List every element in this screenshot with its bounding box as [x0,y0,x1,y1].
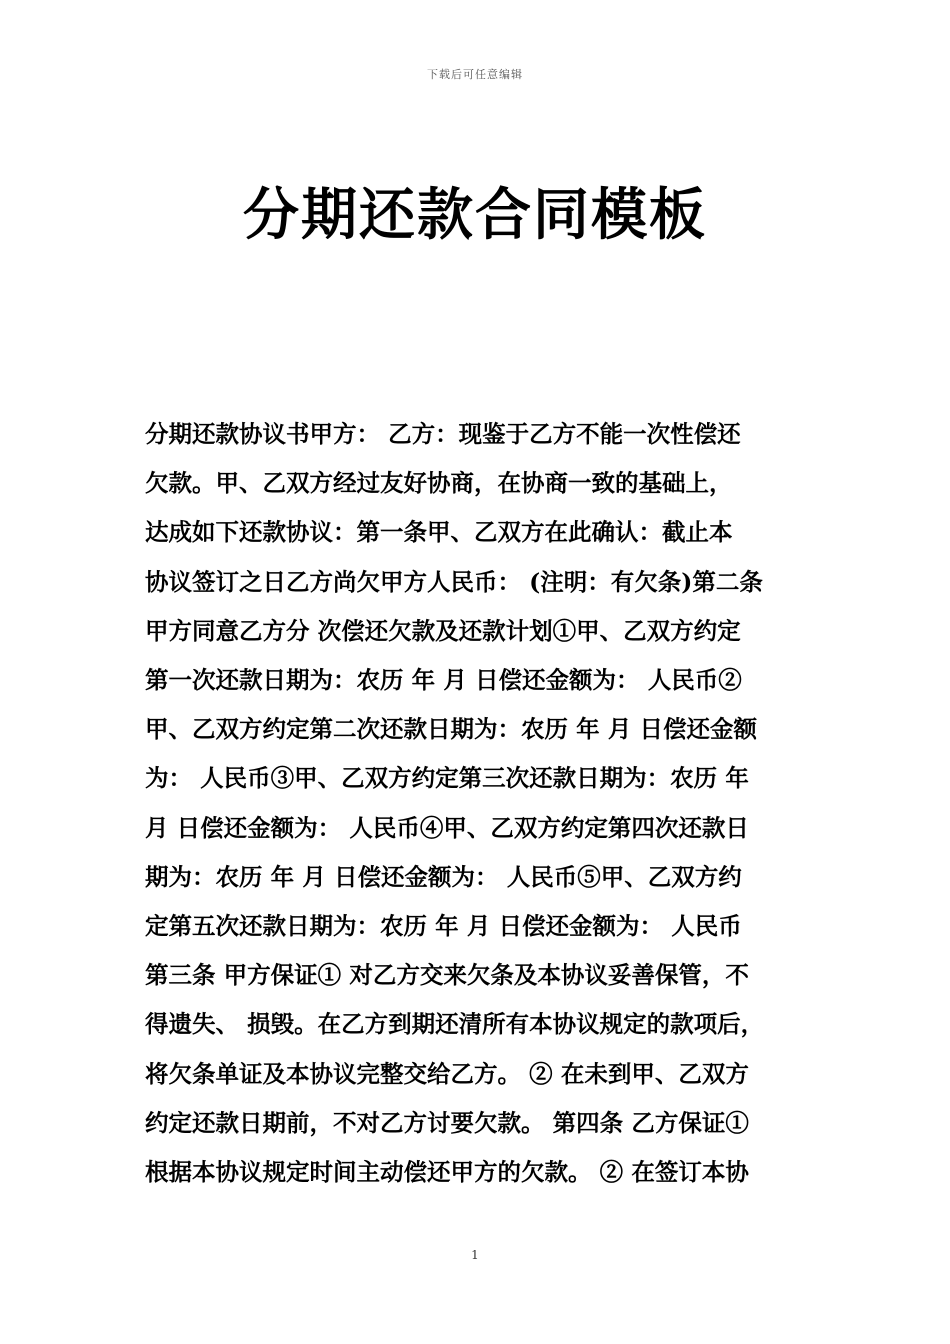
body-line: 约定还款日期前，不对乙方讨要欠款。 第四条 乙方保证① [145,1108,749,1137]
body-line: 将欠条单证及本协议完整交给乙方。 ② 在未到甲、乙双方 [145,1059,749,1088]
body-line: 第三条 甲方保证① 对乙方交来欠条及本协议妥善保管，不 [145,961,749,990]
document-title: 分期还款合同模板 [243,182,707,248]
body-line: 欠款。甲、乙双方经过友好协商，在协商一致的基础上， [145,469,733,498]
body-line: 分期还款协议书甲方： 乙方：现鉴于乙方不能一次性偿还 [145,420,741,448]
header-note: 下载后可任意编辑 [427,68,523,81]
body-line: 甲、乙双方约定第二次还款日期为：农历 年 月 日偿还金额 [145,715,758,744]
page-number: 1 [471,1248,479,1262]
body-line: 第一次还款日期为：农历 年 月 日偿还金额为： 人民币② [145,666,742,695]
body-line: 达成如下还款协议：第一条甲、乙双方在此确认：截止本 [145,518,733,547]
body-line: 甲方同意乙方分 次偿还欠款及还款计划①甲、乙双方约定 [145,616,741,645]
body-line: 期为：农历 年 月 日偿还金额为： 人民币⑤甲、乙双方约 [145,862,742,891]
body-line: 根据本协议规定时间主动偿还甲方的欠款。 ② 在签订本协 [145,1158,749,1187]
body-line: 为： 人民币③甲、乙双方约定第三次还款日期为：农历 年 [145,764,749,793]
body-line: 定第五次还款日期为：农历 年 月 日偿还金额为： 人民币 [145,912,742,941]
body-line: 得遗失、 损毁。在乙方到期还清所有本协议规定的款项后， [145,1010,765,1039]
body-line: 协议签订之日乙方尚欠甲方人民币： (注明：有欠条)第二条 [145,567,763,596]
document-body [145,410,810,1197]
body-line: 月 日偿还金额为： 人民币④甲、乙双方约定第四次还款日 [145,813,749,842]
